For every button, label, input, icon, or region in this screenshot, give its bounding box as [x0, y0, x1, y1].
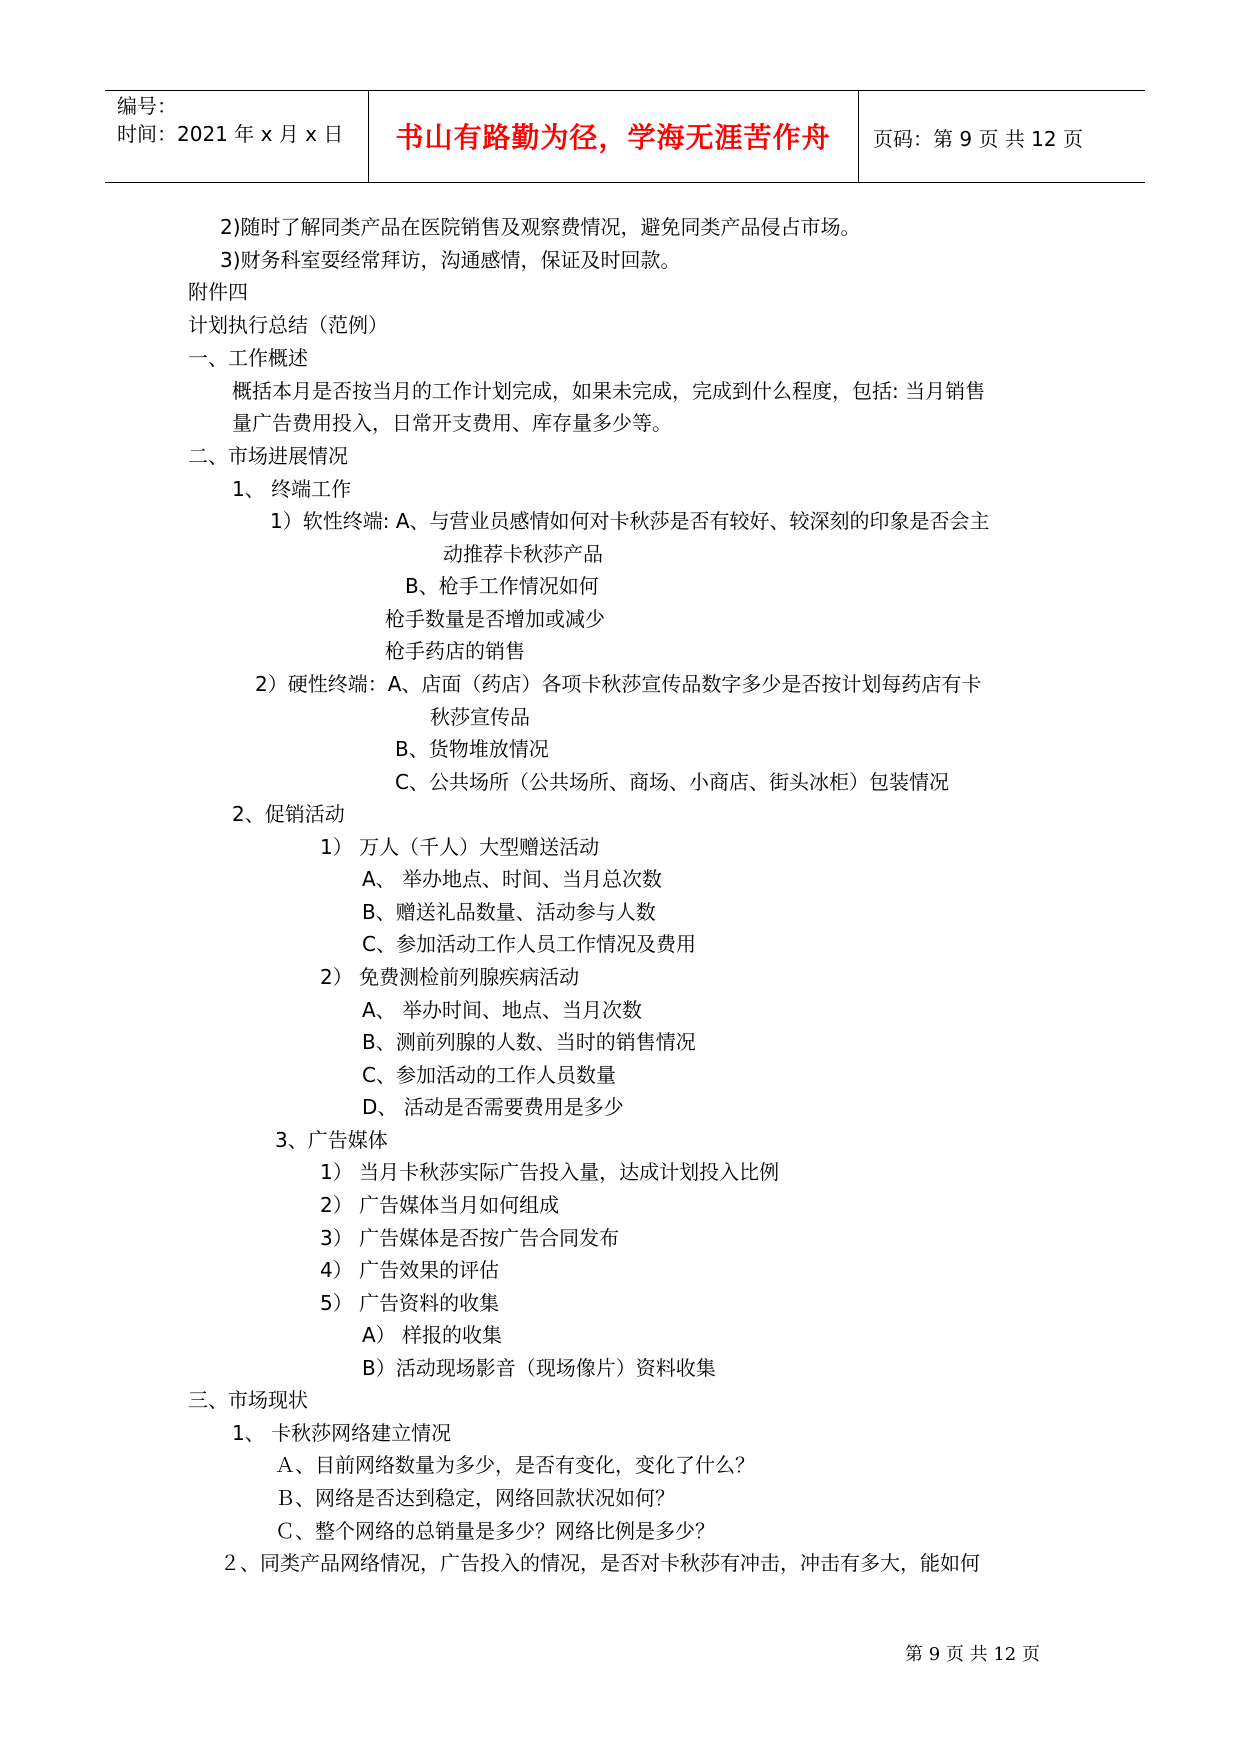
list-item: B、测前列腺的人数、当时的销售情况 — [362, 1030, 696, 1054]
body-line: 动推荐卡秋莎产品 — [443, 542, 603, 566]
list-item: C、参加活动的工作人员数量 — [362, 1063, 616, 1087]
list-item: A、 举办时间、地点、当月次数 — [362, 998, 643, 1022]
section-heading: 计划执行总结（范例） — [188, 313, 388, 337]
header-divider-right — [858, 90, 859, 182]
body-line: 1）软性终端: A、与营业员感情如何对卡秋莎是否有较好、较深刻的印象是否会主 — [270, 509, 990, 533]
body-line: 枪手药店的销售 — [385, 639, 525, 663]
list-item: Ｂ、网络是否达到稳定，网络回款状况如何？ — [275, 1486, 675, 1510]
body-line: ２、同类产品网络情况，广告投入的情况，是否对卡秋莎有冲击，冲击有多大，能如何 — [220, 1551, 980, 1575]
header-meta — [117, 92, 343, 148]
header-motto: 书山有路勤为径，学海无涯苦作舟 — [395, 121, 831, 154]
header-page-label: 页码：第 9 页 共 12 页 — [873, 127, 1083, 151]
section-heading: 三、市场现状 — [188, 1388, 308, 1412]
list-item: Ｃ、整个网络的总销量是多少？网络比例是多少？ — [275, 1519, 715, 1543]
page-footer: 第 9 页 共 12 页 — [905, 1644, 1040, 1665]
body-line: B、货物堆放情况 — [395, 737, 549, 761]
body-line: C、公共场所（公共场所、商场、小商店、街头冰柜）包装情况 — [395, 770, 949, 794]
section-heading: 附件四 — [188, 280, 248, 304]
list-item: 1） 当月卡秋莎实际广告投入量，达成计划投入比例 — [320, 1160, 780, 1184]
body-line: 量广告费用投入，日常开支费用、库存量多少等。 — [232, 411, 672, 435]
subsection-heading: 1、 卡秋莎网络建立情况 — [232, 1421, 452, 1445]
body-line: 2)随时了解同类产品在医院销售及观察费情况，避免同类产品侵占市场。 — [220, 215, 861, 239]
number-label: 编号： — [117, 94, 177, 118]
list-item: 4） 广告效果的评估 — [320, 1258, 500, 1282]
list-item: C、参加活动工作人员工作情况及费用 — [362, 932, 696, 956]
list-item: B）活动现场影音（现场像片）资料收集 — [362, 1356, 716, 1380]
subsection-heading: 3、广告媒体 — [275, 1128, 388, 1152]
list-item: D、 活动是否需要费用是多少 — [362, 1095, 624, 1119]
header-top-rule — [105, 90, 1145, 91]
list-item: B、赠送礼品数量、活动参与人数 — [362, 900, 656, 924]
section-heading: 一、工作概述 — [188, 346, 308, 370]
body-line: 3)财务科室耍经常拜访，沟通感情，保证及时回款。 — [220, 248, 681, 272]
subsection-heading: 2、促销活动 — [232, 802, 345, 826]
list-item: Ａ、目前网络数量为多少，是否有变化，变化了什么？ — [275, 1453, 755, 1477]
subsection-heading: 1、 终端工作 — [232, 477, 352, 501]
list-item: A、 举办地点、时间、当月总次数 — [362, 867, 663, 891]
list-item: 1） 万人（千人）大型赠送活动 — [320, 835, 600, 859]
body-line: 枪手数量是否增加或减少 — [385, 607, 605, 631]
time-label: 时间：2021 年 x 月 x 日 — [117, 122, 344, 146]
section-heading: 二、市场进展情况 — [188, 444, 348, 468]
list-item: A） 样报的收集 — [362, 1323, 503, 1347]
list-item: 3） 广告媒体是否按广告合同发布 — [320, 1226, 620, 1250]
body-line: 2）硬性终端：A、店面（药店）各项卡秋莎宣传品数字多少是否按计划每药店有卡 — [255, 672, 982, 696]
body-line: 概括本月是否按当月的工作计划完成，如果未完成，完成到什么程度，包括: 当月销售 — [232, 379, 986, 403]
list-item: 5） 广告资料的收集 — [320, 1291, 500, 1315]
list-item: 2） 广告媒体当月如何组成 — [320, 1193, 560, 1217]
body-line: B、枪手工作情况如何 — [405, 574, 599, 598]
body-line: 秋莎宣传品 — [430, 705, 530, 729]
list-item: 2） 免费测检前列腺疾病活动 — [320, 965, 580, 989]
header-bottom-rule — [105, 182, 1145, 183]
